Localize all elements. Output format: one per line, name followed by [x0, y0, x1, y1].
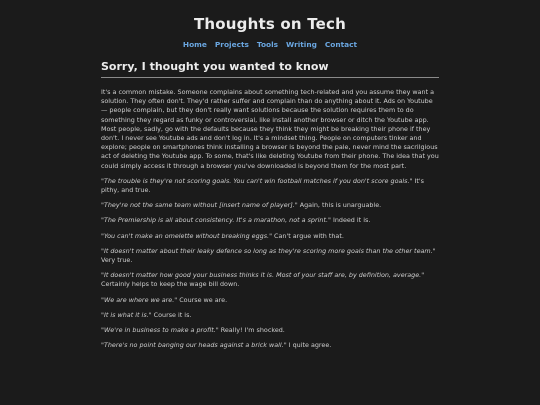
quote-text: "It is what it is."	[101, 310, 152, 319]
quote-comment: Certainly helps to keep the wage bill down.	[101, 280, 240, 289]
quote-text: "We are where we are."	[101, 295, 178, 304]
quote-comment: It's pithy, and true.	[101, 176, 424, 195]
site-header	[0, 0, 540, 49]
quote-text: "There's no point banging our heads against a brick wall."	[101, 341, 287, 350]
article	[101, 60, 439, 350]
quote-comment: Indeed it is.	[330, 216, 371, 225]
nav-writing-link[interactable]: Writing	[286, 40, 317, 49]
nav-contact-link[interactable]: Contact	[324, 40, 358, 49]
quote-text: "They're not the same team without [insert name of player]."	[101, 201, 298, 210]
quote-comment: Very true.	[101, 256, 133, 265]
nav-tools-link[interactable]: Tools	[256, 40, 279, 49]
quote-paragraph	[101, 326, 439, 335]
quote-text: "The Premiership is all about consistency. It's a marathon, not a sprint."	[101, 216, 331, 225]
quote-paragraph	[101, 271, 439, 289]
quote-paragraph	[101, 201, 439, 210]
quote-comment: Course we are.	[177, 295, 228, 304]
nav-home-link[interactable]: Home	[182, 40, 207, 49]
quote-comment: Course it is.	[151, 310, 192, 319]
quote-text: "You can't make an omelette without breaking eggs."	[101, 231, 273, 240]
quote-paragraph	[101, 232, 439, 241]
quote-comment: Really! I'm shocked.	[218, 326, 285, 335]
nav-projects-link[interactable]: Projects	[214, 40, 249, 49]
quote-paragraph	[101, 177, 439, 195]
intro-paragraph: It's a common mistake. Someone complains about something tech-related and you assume they want a solution. They often don't. They'd rather suffer and complain than do anything about it. Ads on Youtube — people complain, but they don't really want solutions because the solution requires them to do something they regard as funky or controversial, like install another browser or ditch the Youtube app. Most people, sadly, go with the defaults because they think they might be breaking their phone if they don't. I never see Youtube ads and don't log in. It's a mindset thing. People on computers tinker and explore; people on smartphones think installing a browser is beyond the pale, never mind the sacrilgious act of deleting the Youtube app. To some, that's like deleting Youtube from their phone. The idea that you could simply access it through a browser you've downloaded is beyond them for the most part.	[101, 88, 439, 170]
quote-paragraph	[101, 247, 439, 265]
quote-paragraph	[101, 341, 439, 350]
quote-text: "The trouble is they're not scoring goals. You can't win football matches if you don't score goals."	[101, 176, 413, 185]
quote-paragraph	[101, 216, 439, 225]
quote-comment: Again, this is unarguable.	[297, 201, 382, 210]
quote-text: "It doesn't matter how good your business thinks it is. Most of your staff are, by definition, average."	[101, 271, 425, 280]
main-nav	[0, 40, 540, 49]
quote-paragraph	[101, 311, 439, 320]
post-title: Sorry, I thought you wanted to know	[101, 60, 439, 78]
quote-text: "We're in business to make a profit."	[101, 326, 219, 335]
quote-comment: I quite agree.	[286, 341, 332, 350]
quote-paragraph	[101, 296, 439, 305]
quote-comment: Can't argue with that.	[272, 231, 344, 240]
site-title[interactable]: Thoughts on Tech	[193, 15, 347, 33]
quote-text: "It doesn't matter about their leaky defence so long as they're scoring more goals than the other team."	[101, 246, 436, 255]
